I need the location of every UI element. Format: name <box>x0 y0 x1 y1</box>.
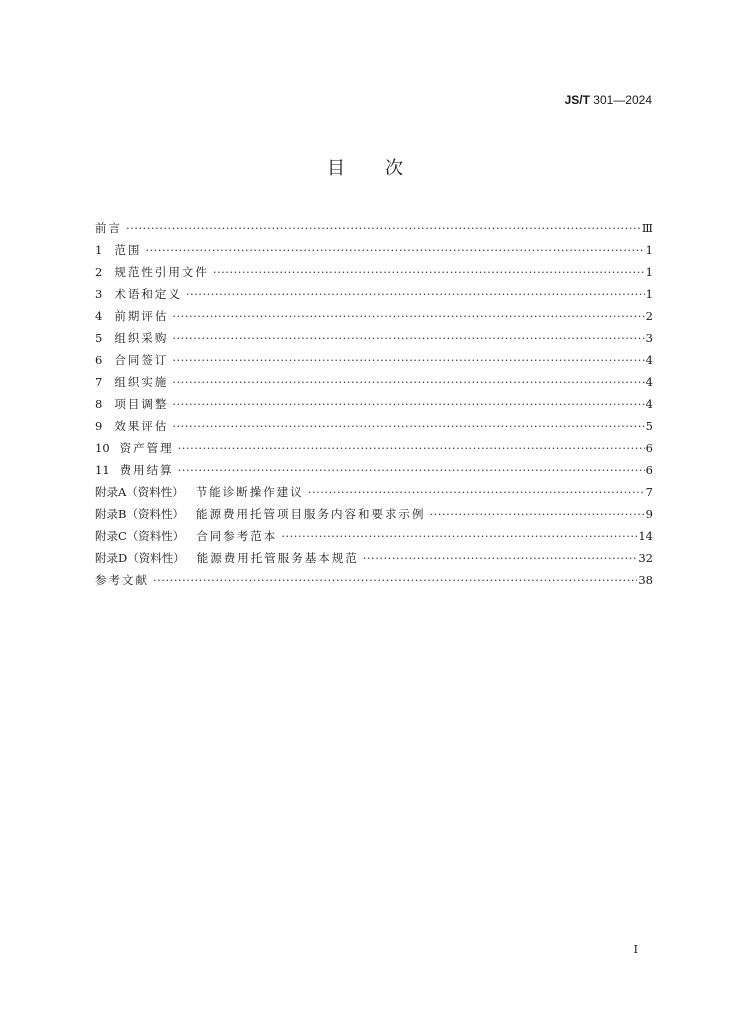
toc-leader-dots <box>308 484 645 500</box>
toc-entry-number: 5 <box>95 331 103 345</box>
toc-entry-page: 4 <box>645 353 653 367</box>
toc-entry-label: 能源费用托管服务基本规范 <box>196 551 359 565</box>
toc-entry-page: 1 <box>645 243 653 257</box>
toc-title-right: 次 <box>385 158 403 179</box>
standard-number: 301—2024 <box>593 93 652 107</box>
toc-leader-dots <box>186 286 645 302</box>
toc-entry-number: 附录D（资料性） <box>95 551 185 565</box>
toc-leader-dots <box>153 572 637 588</box>
toc-entry-page: 32 <box>638 551 653 565</box>
toc-entry-label: 范围 <box>114 243 142 257</box>
toc-leader-dots <box>126 220 641 236</box>
toc-entry-number: 11 <box>95 463 110 477</box>
toc-title <box>0 154 730 180</box>
toc-entry-page: 4 <box>645 375 653 389</box>
toc-entry-number: 3 <box>95 287 103 301</box>
toc-entry[interactable] <box>95 566 653 588</box>
toc-leader-dots <box>213 264 645 280</box>
toc-entry[interactable] <box>95 478 653 500</box>
toc-entry-number: 附录B（资料性） <box>95 507 184 521</box>
toc-leader-dots <box>145 242 644 258</box>
toc-leader-dots <box>429 506 644 522</box>
toc-leader-dots <box>281 528 637 544</box>
toc-entry-label: 资产管理 <box>119 441 174 455</box>
toc-entry-label: 术语和定义 <box>114 287 182 301</box>
table-of-contents <box>95 214 653 588</box>
toc-entry[interactable] <box>95 544 653 566</box>
toc-entry-page: 1 <box>645 287 653 301</box>
toc-entry[interactable] <box>95 236 653 258</box>
toc-entry-number: 7 <box>95 375 103 389</box>
toc-entry-page: 4 <box>645 397 653 411</box>
toc-entry-page: 6 <box>645 463 653 477</box>
toc-entry-number: 2 <box>95 265 103 279</box>
toc-leader-dots <box>172 308 644 324</box>
toc-entry-label: 项目调整 <box>114 397 169 411</box>
toc-entry-label: 组织实施 <box>114 375 169 389</box>
toc-leader-dots <box>172 330 644 346</box>
toc-entry-number: 附录A（资料性） <box>95 485 184 499</box>
toc-entry[interactable] <box>95 390 653 412</box>
toc-entry-page: 1 <box>645 265 653 279</box>
toc-entry[interactable] <box>95 214 653 236</box>
toc-entry-page: 9 <box>645 507 653 521</box>
toc-entry[interactable] <box>95 412 653 434</box>
page-number: I <box>633 943 638 956</box>
toc-entry-label: 合同参考范本 <box>196 529 278 543</box>
toc-leader-dots <box>363 550 638 566</box>
toc-entry-label: 参考文献 <box>95 573 149 587</box>
toc-entry-number: 10 <box>95 441 110 455</box>
toc-entry-page: 5 <box>645 419 653 433</box>
toc-entry-page: 6 <box>645 441 653 455</box>
toc-entry-label: 费用结算 <box>119 463 174 477</box>
toc-leader-dots <box>172 352 644 368</box>
toc-leader-dots <box>178 440 645 456</box>
toc-entry-number: 1 <box>95 243 103 257</box>
toc-entry-page: 7 <box>645 485 653 499</box>
toc-entry[interactable] <box>95 368 653 390</box>
toc-title-left: 目 <box>327 158 345 179</box>
toc-entry[interactable] <box>95 258 653 280</box>
toc-entry-label: 效果评估 <box>114 419 169 433</box>
toc-entry-label: 前言 <box>95 221 122 235</box>
toc-entry-page: 14 <box>638 529 653 543</box>
toc-entry[interactable] <box>95 280 653 302</box>
toc-entry-page: 3 <box>645 331 653 345</box>
toc-leader-dots <box>178 462 645 478</box>
toc-entry[interactable] <box>95 346 653 368</box>
toc-entry-page: 2 <box>645 309 653 323</box>
toc-entry[interactable] <box>95 456 653 478</box>
standard-prefix: JS/T <box>564 93 590 107</box>
toc-entry[interactable] <box>95 522 653 544</box>
toc-entry-page: Ⅲ <box>641 221 653 235</box>
toc-entry-label: 前期评估 <box>114 309 169 323</box>
toc-entry[interactable] <box>95 500 653 522</box>
toc-leader-dots <box>172 418 644 434</box>
toc-entry-number: 4 <box>95 309 103 323</box>
toc-leader-dots <box>172 374 644 390</box>
toc-entry-number: 附录C（资料性） <box>95 529 185 543</box>
toc-entry-label: 组织采购 <box>114 331 169 345</box>
toc-entry-label: 规范性引用文件 <box>114 265 209 279</box>
toc-entry-number: 8 <box>95 397 103 411</box>
toc-entry-number: 9 <box>95 419 103 433</box>
toc-entry[interactable] <box>95 324 653 346</box>
toc-entry-label: 能源费用托管项目服务内容和要求示例 <box>195 507 426 521</box>
toc-entry-label: 合同签订 <box>114 353 169 367</box>
toc-entry-page: 38 <box>638 573 653 587</box>
toc-entry[interactable] <box>95 434 653 456</box>
toc-entry-number: 6 <box>95 353 103 367</box>
toc-entry-label: 节能诊断操作建议 <box>195 485 304 499</box>
toc-leader-dots <box>172 396 644 412</box>
standard-code <box>565 93 652 107</box>
toc-entry[interactable] <box>95 302 653 324</box>
